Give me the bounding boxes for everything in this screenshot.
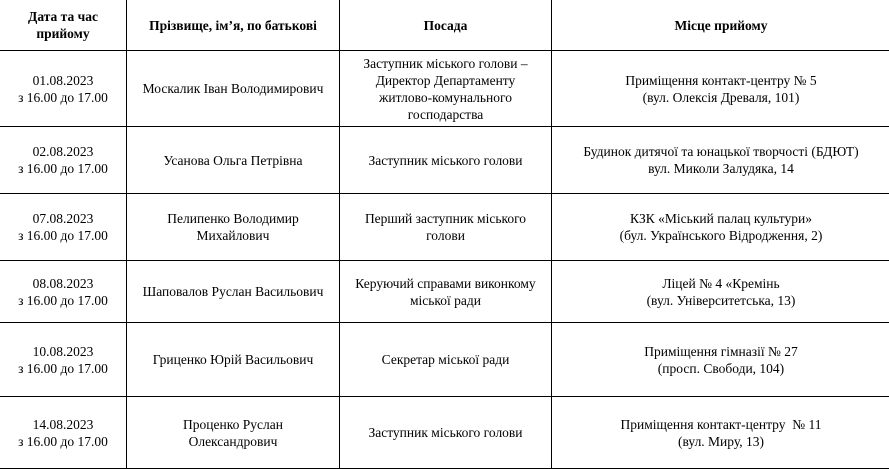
place-line: (вул. Університетська, 13) xyxy=(646,292,796,308)
cell-position xyxy=(340,51,552,127)
position-line: Заступник міського голови xyxy=(368,425,523,440)
time-line: з 16.00 до 17.00 xyxy=(18,292,108,308)
position-line: Керуючий справами виконкому xyxy=(355,275,536,291)
position-line: Заступник міського голови – xyxy=(363,55,528,71)
cell-name xyxy=(127,261,340,323)
cell-place xyxy=(552,194,889,261)
position-line: господарства xyxy=(407,106,484,122)
place-line: Приміщення контакт-центру № 5 xyxy=(625,72,817,88)
time-line: з 16.00 до 17.00 xyxy=(18,89,108,105)
table-row xyxy=(0,127,889,194)
name-line: Пелипенко Володимир xyxy=(167,211,299,226)
cell-name xyxy=(127,323,340,397)
table-row xyxy=(0,323,889,397)
date-line: 02.08.2023 xyxy=(32,144,94,159)
header-date xyxy=(0,0,127,51)
time-line: з 16.00 до 17.00 xyxy=(18,433,108,449)
table-row xyxy=(0,194,889,261)
place-line: Приміщення гімназії № 27 xyxy=(644,343,798,359)
header-name-line: Прізвище, ім’я, по батькові xyxy=(149,17,317,33)
date-line: 08.08.2023 xyxy=(32,275,94,291)
cell-name xyxy=(127,51,340,127)
date-line: 10.08.2023 xyxy=(32,343,94,359)
cell-date xyxy=(0,127,127,194)
place-line: вул. Миколи Залудяка, 14 xyxy=(648,161,794,176)
header-name xyxy=(127,0,340,51)
cell-name xyxy=(127,194,340,261)
position-line: Директор Департаменту xyxy=(375,72,516,88)
place-line: Ліцей № 4 «Кремінь xyxy=(662,275,780,291)
date-line: 07.08.2023 xyxy=(32,211,94,226)
cell-place xyxy=(552,323,889,397)
cell-position xyxy=(340,397,552,469)
cell-place xyxy=(552,397,889,469)
cell-place xyxy=(552,51,889,127)
name-line: Проценко Руслан xyxy=(183,416,283,432)
cell-date xyxy=(0,51,127,127)
cell-date xyxy=(0,397,127,469)
header-date-line: Дата та час xyxy=(28,9,98,24)
place-line: КЗК «Міський палац культури» xyxy=(630,211,812,226)
table-row xyxy=(0,261,889,323)
table-row xyxy=(0,51,889,127)
cell-date xyxy=(0,194,127,261)
header-position xyxy=(340,0,552,51)
place-line: Будинок дитячої та юнацької творчості (БДЮТ) xyxy=(583,144,859,159)
place-line: (бул. Українського Відродження, 2) xyxy=(619,228,823,243)
cell-position xyxy=(340,127,552,194)
cell-place xyxy=(552,261,889,323)
name-line: Москалик Іван Володимирович xyxy=(142,81,324,96)
name-line: Михайлович xyxy=(196,228,270,243)
place-line: Приміщення контакт-центру № 11 xyxy=(620,416,822,432)
position-line: голови xyxy=(426,228,465,243)
place-line: (вул. Миру, 13) xyxy=(678,433,764,449)
time-line: з 16.00 до 17.00 xyxy=(18,161,108,176)
table-row xyxy=(0,397,889,469)
header-date-line: прийому xyxy=(36,26,90,41)
position-line: міської ради xyxy=(409,292,482,308)
time-line: з 16.00 до 17.00 xyxy=(18,360,108,376)
time-line: з 16.00 до 17.00 xyxy=(18,228,108,243)
cell-date xyxy=(0,323,127,397)
cell-name xyxy=(127,127,340,194)
header-place xyxy=(552,0,889,51)
cell-position xyxy=(340,323,552,397)
header-place-line: Місце прийому xyxy=(674,17,768,33)
cell-date xyxy=(0,261,127,323)
name-line: Усанова Ольга Петрівна xyxy=(163,152,303,168)
cell-position xyxy=(340,261,552,323)
position-line: житлово-комунального xyxy=(379,89,512,105)
place-line: (просп. Свободи, 104) xyxy=(657,360,785,376)
cell-name xyxy=(127,397,340,469)
header-position-line: Посада xyxy=(423,17,468,33)
date-line: 01.08.2023 xyxy=(32,72,94,88)
position-line: Заступник міського голови xyxy=(368,152,523,168)
date-line: 14.08.2023 xyxy=(32,416,94,432)
position-line: Секретар міської ради xyxy=(381,352,510,367)
header-row xyxy=(0,0,889,51)
place-line: (вул. Олексія Древаля, 101) xyxy=(642,89,800,105)
cell-position xyxy=(340,194,552,261)
name-line: Олександрович xyxy=(188,433,278,449)
name-line: Гриценко Юрій Васильович xyxy=(152,352,314,367)
name-line: Шаповалов Руслан Васильович xyxy=(142,284,324,299)
position-line: Перший заступник міського xyxy=(364,211,527,226)
cell-place xyxy=(552,127,889,194)
